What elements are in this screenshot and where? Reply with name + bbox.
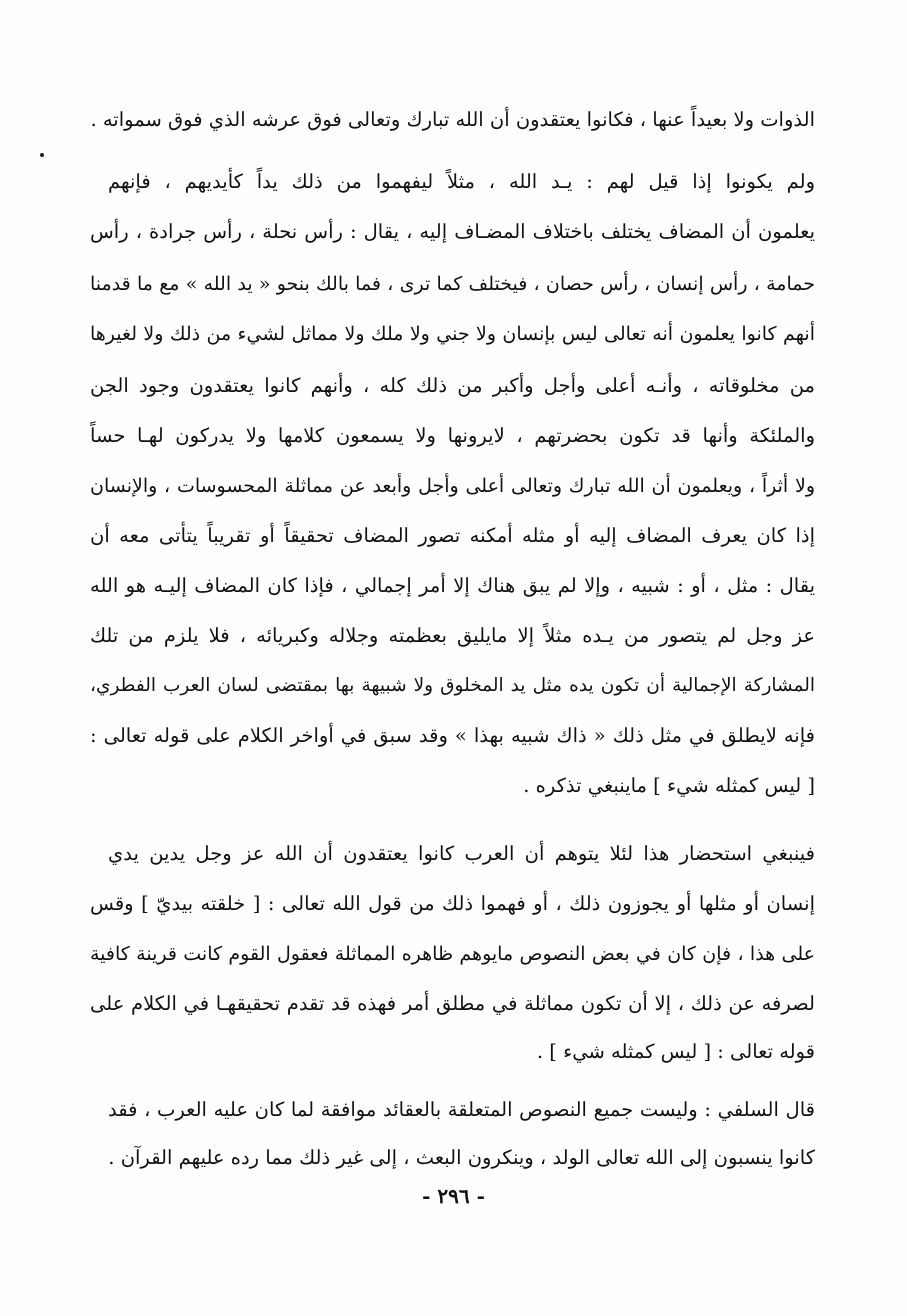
text-line: فينبغي استحضار هذا لئلا يتوهم أن العرب كانوا يعتقدون أن الله عز وجل يدين يدي [108,842,815,865]
text-line: المشاركة الإجمالية أن تكون يده مثل يد المخلوق ولا شبيهة بها بمقتضى لسان العرب الفطري، [90,675,815,696]
text-line: إذا كان يعرف المضاف إليه أو مثله أمكنه تصور المضاف تحقيقاً أو تقريباً يتأتى معه أن [90,524,815,547]
text-line: يعلمون أن المضاف يختلف باختلاف المضـاف إليه ، يقال : رأس نحلة ، رأس جرادة ، رأس [90,220,815,243]
text-line: والملئكة وأنها قد تكون بحضرتهم ، لايرونها ولا يسمعون كلامها ولا يدركون لهـا حساً [90,424,815,447]
stray-ink-dot [40,153,44,157]
text-line: قال السلفي : وليست جميع النصوص المتعلقة بالعقائد موافقة لما كان عليه العرب ، فقد [108,1098,815,1121]
text-line: قوله تعالى : [ ليس كمثله شيء ] . [536,1040,815,1063]
text-line: يقال : مثل ، أو : شبيه ، وإلا لم يبق هناك إلا أمر إجمالي ، فإذا كان المضاف إليـه هو الله [90,574,815,597]
text-line: الذوات ولا بعيداً عنها ، فكانوا يعتقدون أن الله تبارك وتعالى فوق عرشه الذي فوق سمواته . [90,108,815,131]
text-line: من مخلوقاته ، وأنـه أعلى وأجل وأكبر من ذلك كله ، وأنهم كانوا يعتقدون وجود الجن [90,374,815,397]
text-line: [ ليس كمثله شيء ] ماينبغي تذكره . [523,774,815,797]
text-line: على هذا ، فإن كان في بعض النصوص مايوهم ظاهره المماثلة فعقول القوم كانت قرينة كافية [90,943,815,965]
text-line: ولم يكونوا إذا قيل لهم : يـد الله ، مثلاً ليفهموا من ذلك يداً كأيديهم ، فإنهم [108,170,815,193]
text-line: فإنه لايطلق في مثل ذلك « ذاك شبيه بهذا » وقد سبق في أواخر الكلام على قوله تعالى : [90,724,815,747]
text-line: ولا أثراً ، ويعلمون أن الله تبارك وتعالى أعلى وأجل وأبعد عن مماثلة المحسوسات ، والإنسان [90,475,815,497]
text-line: كانوا ينسبون إلى الله تعالى الولد ، وينكرون البعث ، إلى غير ذلك مما رده عليهم القرآن . [108,1146,815,1169]
page-number: - ٢٩٦ - [422,1184,485,1208]
text-line: عز وجل لم يتصور من يـده مثلاً إلا مايليق بعظمته وجلاله وكبريائه ، فلا يلزم من تلك [90,624,815,647]
text-line: لصرفه عن ذلك ، إلا أن تكون مماثلة في مطلق أمر فهذه قد تقدم تحقيقهـا في الكلام على [90,992,815,1015]
text-line: حمامة ، رأس إنسان ، رأس حصان ، فيختلف كما ترى ، فما بالك بنحو « يد الله » مع ما قدمنا [90,273,815,295]
text-line: إنسان أو مثلها أو يجوزون ذلك ، أو فهموا ذلك من قول الله تعالى : [ خلقته بيديّ ] وقس [90,892,815,915]
text-line: أنهم كانوا يعلمون أنه تعالى ليس بإنسان ولا جني ولا ملك ولا مماثل لشيء من ذلك ولا لغيرها [90,323,815,345]
